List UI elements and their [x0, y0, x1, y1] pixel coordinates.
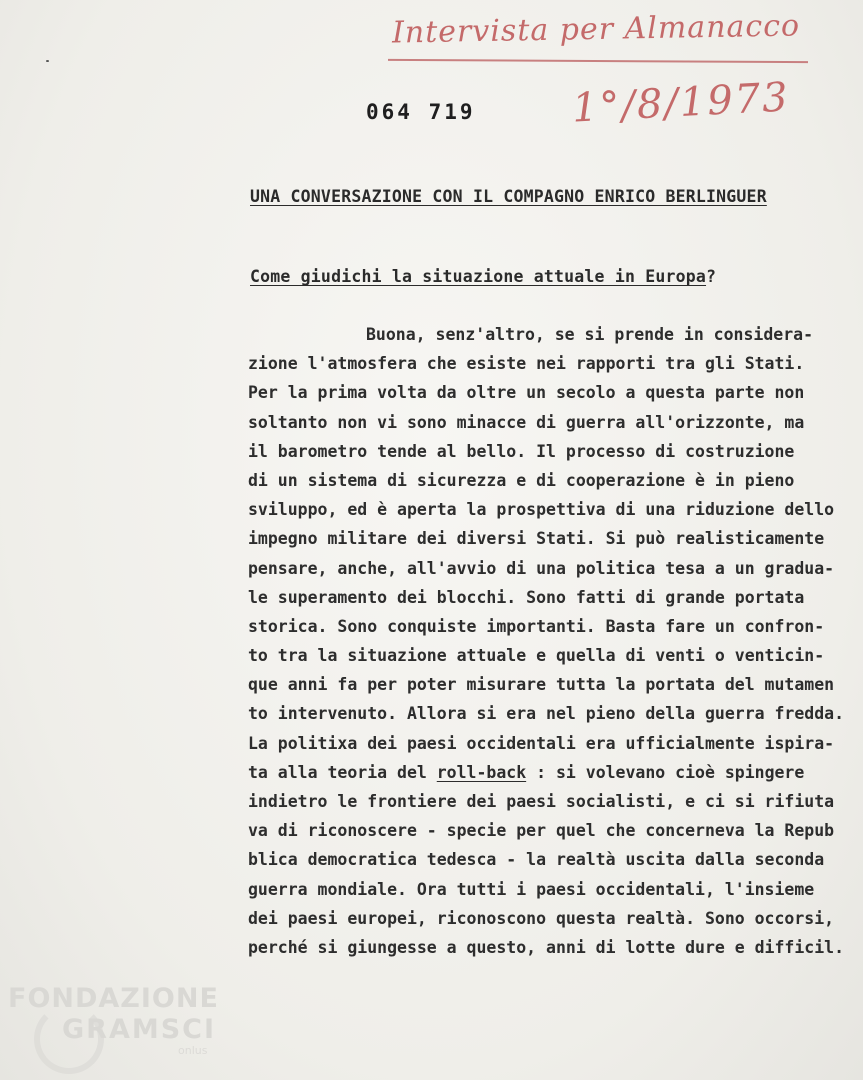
paper-speck	[46, 60, 49, 62]
question-text: Come giudichi la situazione attuale in Europa	[250, 267, 707, 286]
text-line: to tra la situazione attuale e quella di venti o venticin-	[248, 646, 825, 666]
text-line: indietro le frontiere dei paesi socialisti, e ci si rifiuta	[248, 792, 835, 811]
text-line: il barometro tende al bello. Il processo di costruzione	[248, 441, 795, 461]
text-line: impegno militare dei diversi Stati. Si può realisticamente	[248, 529, 825, 549]
text-fragment: ta alla teoria del	[248, 762, 437, 782]
handwritten-date: 1°/8/1973	[570, 74, 791, 132]
text-line: sviluppo, ed è aperta la prospettiva di una riduzione dello	[248, 500, 835, 520]
text-line-roll-back	[248, 758, 844, 787]
watermark-line3: onlus	[178, 1044, 208, 1057]
text-line: dei paesi europei, riconoscono questa realtà. Sono occorsi,	[248, 908, 835, 928]
watermark-logo	[8, 985, 219, 1056]
text-line: le superamento dei blocchi. Sono fatti di grande portata	[248, 587, 805, 607]
text-line: que anni fa per poter misurare tutta la portata del mutamen	[248, 675, 835, 695]
text-line: to intervenuto. Allora si era nel pieno della guerra fredda.	[248, 704, 845, 724]
text-line: Per la prima volta da oltre un secolo a questa parte non	[248, 383, 805, 403]
text-line: di un sistema di sicurezza e di cooperazione è in pieno	[248, 470, 795, 490]
text-line: zione l'atmosfera che esiste nei rapporti tra gli Stati.	[248, 354, 805, 374]
text-line: va di riconoscere - specie per quel che concerneva la Repub	[248, 821, 835, 841]
text-line: soltanto non vi sono minacce di guerra all'orizzonte, ma	[248, 412, 805, 432]
document-headline: UNA CONVERSAZIONE CON IL COMPAGNO ENRICO BERLINGUER	[250, 187, 767, 206]
answer-body	[248, 320, 844, 962]
roll-back-term: roll-back	[436, 762, 527, 782]
interview-question	[250, 267, 716, 286]
text-line: perché si giungesse a questo, anni di lotte dure e difficil.	[248, 937, 845, 957]
text-line: blica democratica tedesca - la realtà uscita dalla seconda	[248, 850, 825, 870]
handwritten-underline	[388, 59, 808, 63]
watermark-line1: FONDAZIONE	[8, 983, 219, 1014]
text-line: Buona, senz'altro, se si prende in considera-	[366, 325, 814, 344]
watermark-line2: GRAMSCI	[62, 1014, 217, 1045]
question-mark: ?	[706, 267, 717, 286]
text-fragment: : si volevano cioè spingere	[526, 762, 805, 782]
text-line: storica. Sono conquiste importanti. Basta fare un confron-	[248, 616, 825, 636]
text-line: pensare, anche, all'avvio di una politica tesa a un gradua-	[248, 558, 835, 578]
text-line: guerra mondiale. Ora tutti i paesi occidentali, l'insieme	[248, 879, 815, 899]
handwritten-title: Intervista per Almanacco	[391, 8, 801, 51]
text-line: La politixa dei paesi occidentali era ufficialmente ispira-	[248, 733, 835, 753]
protocol-number: 064 719	[366, 100, 476, 124]
